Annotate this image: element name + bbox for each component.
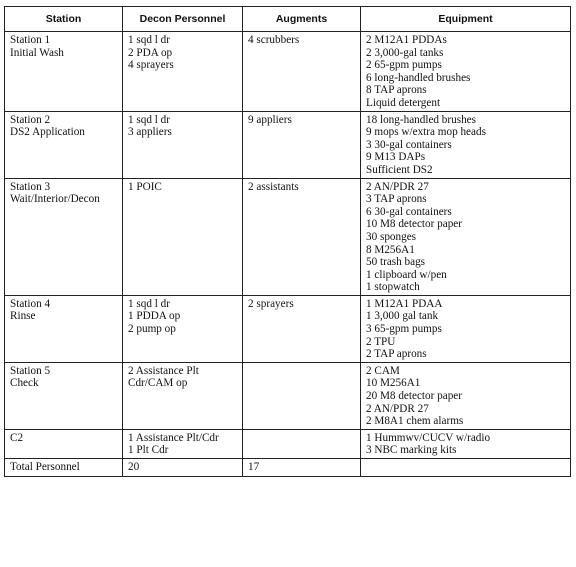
equipment-cell <box>361 362 571 429</box>
station-line: Check <box>10 377 39 390</box>
table-row <box>5 362 571 429</box>
augments-cell <box>243 362 361 429</box>
station-cell <box>5 295 123 362</box>
equipment-line: 2 TPU <box>366 335 396 348</box>
equipment-line: 20 M8 detector paper <box>366 390 462 403</box>
station-cell <box>5 32 123 112</box>
augments-cell <box>243 295 361 362</box>
equipment-line: Sufficient DS2 <box>366 163 433 176</box>
equipment-cell <box>361 32 571 112</box>
equipment-line: 6 long-handled brushes <box>366 71 471 84</box>
station-cell <box>5 111 123 178</box>
equipment-line: 2 CAM <box>366 364 400 377</box>
station-cell <box>5 178 123 295</box>
augments-line: 4 scrubbers <box>248 34 300 46</box>
total-row <box>5 459 571 477</box>
total-augments: 17 <box>243 459 361 477</box>
personnel-cell <box>123 178 243 295</box>
personnel-line: 2 PDA op <box>128 46 173 59</box>
equipment-line: 8 M256A1 <box>366 243 415 256</box>
augments-cell <box>243 178 361 295</box>
table-row <box>5 178 571 295</box>
station-line: Station 1 <box>10 34 51 46</box>
augments-line: 2 assistants <box>248 180 299 193</box>
personnel-line: 1 sqd l dr <box>128 34 170 46</box>
decon-station-table <box>4 6 571 477</box>
personnel-cell <box>123 362 243 429</box>
station-line: Initial Wash <box>10 46 64 59</box>
personnel-line: 1 PDDA op <box>128 310 181 323</box>
equipment-line: 3 NBC marking kits <box>366 444 457 457</box>
total-label: Total Personnel <box>5 459 123 477</box>
header-row <box>5 7 571 32</box>
equipment-line: 1 Hummwv/CUCV w/radio <box>366 431 491 444</box>
personnel-line: Cdr/CAM op <box>128 377 188 390</box>
equipment-line: 9 M13 DAPs <box>366 151 426 164</box>
personnel-cell <box>123 429 243 458</box>
equipment-line: 3 30-gal containers <box>366 138 452 151</box>
equipment-line: 2 3,000-gal tanks <box>366 46 444 59</box>
header-decon-personnel: Decon Personnel <box>123 7 243 32</box>
personnel-line: 1 POIC <box>128 180 162 193</box>
equipment-line: 1 M12A1 PDAA <box>366 297 443 310</box>
station-line: DS2 Application <box>10 126 85 139</box>
augments-cell <box>243 32 361 112</box>
augments-line: 9 appliers <box>248 113 292 126</box>
equipment-line: Liquid detergent <box>366 96 441 109</box>
table-row <box>5 429 571 458</box>
table-body <box>5 32 571 459</box>
equipment-line: 1 stopwatch <box>366 281 420 294</box>
equipment-line: 30 sponges <box>366 230 417 243</box>
equipment-line: 2 AN/PDR 27 <box>366 180 429 193</box>
equipment-line: 6 30-gal containers <box>366 205 452 218</box>
equipment-line: 50 trash bags <box>366 256 426 269</box>
equipment-line: 3 65-gpm pumps <box>366 323 442 336</box>
equipment-line: 8 TAP aprons <box>366 84 427 97</box>
personnel-line: 2 Assistance Plt <box>128 364 199 377</box>
table-row <box>5 295 571 362</box>
equipment-line: 2 M12A1 PDDAs <box>366 34 447 46</box>
station-line: Station 3 <box>10 180 51 193</box>
station-cell <box>5 362 123 429</box>
header-station: Station <box>5 7 123 32</box>
station-line: Station 2 <box>10 113 51 126</box>
equipment-line: 1 clipboard w/pen <box>366 268 447 281</box>
total-personnel: 20 <box>123 459 243 477</box>
station-line: C2 <box>10 431 24 444</box>
equipment-line: 1 3,000 gal tank <box>366 310 439 323</box>
personnel-cell <box>123 32 243 112</box>
equipment-line: 10 M8 detector paper <box>366 218 462 231</box>
station-cell <box>5 429 123 458</box>
personnel-line: 1 Plt Cdr <box>128 444 169 457</box>
station-line: Rinse <box>10 310 36 323</box>
station-line: Station 5 <box>10 364 51 377</box>
header-equipment: Equipment <box>361 7 571 32</box>
personnel-line: 2 pump op <box>128 323 176 336</box>
header-augments: Augments <box>243 7 361 32</box>
equipment-line: 2 TAP aprons <box>366 348 427 361</box>
personnel-line: 1 sqd l dr <box>128 297 170 310</box>
personnel-line: 1 sqd l dr <box>128 113 170 126</box>
personnel-cell <box>123 295 243 362</box>
equipment-line: 18 long-handled brushes <box>366 113 476 126</box>
total-equipment <box>361 459 571 477</box>
table-row <box>5 111 571 178</box>
equipment-cell <box>361 429 571 458</box>
equipment-line: 2 AN/PDR 27 <box>366 402 429 415</box>
table-row <box>5 32 571 112</box>
personnel-line: 4 sprayers <box>128 59 174 72</box>
equipment-line: 2 M8A1 chem alarms <box>366 415 464 428</box>
augments-cell <box>243 429 361 458</box>
personnel-line: 1 Assistance Plt/Cdr <box>128 431 219 444</box>
equipment-line: 9 mops w/extra mop heads <box>366 126 486 139</box>
augments-line: 2 sprayers <box>248 297 294 310</box>
station-line: Station 4 <box>10 297 51 310</box>
personnel-cell <box>123 111 243 178</box>
equipment-line: 10 M256A1 <box>366 377 421 390</box>
equipment-cell <box>361 178 571 295</box>
personnel-line: 3 appliers <box>128 126 172 139</box>
equipment-line: 3 TAP aprons <box>366 193 427 206</box>
augments-cell <box>243 111 361 178</box>
equipment-cell <box>361 111 571 178</box>
equipment-line: 2 65-gpm pumps <box>366 59 442 72</box>
equipment-cell <box>361 295 571 362</box>
station-line: Wait/Interior/Decon <box>10 193 100 206</box>
